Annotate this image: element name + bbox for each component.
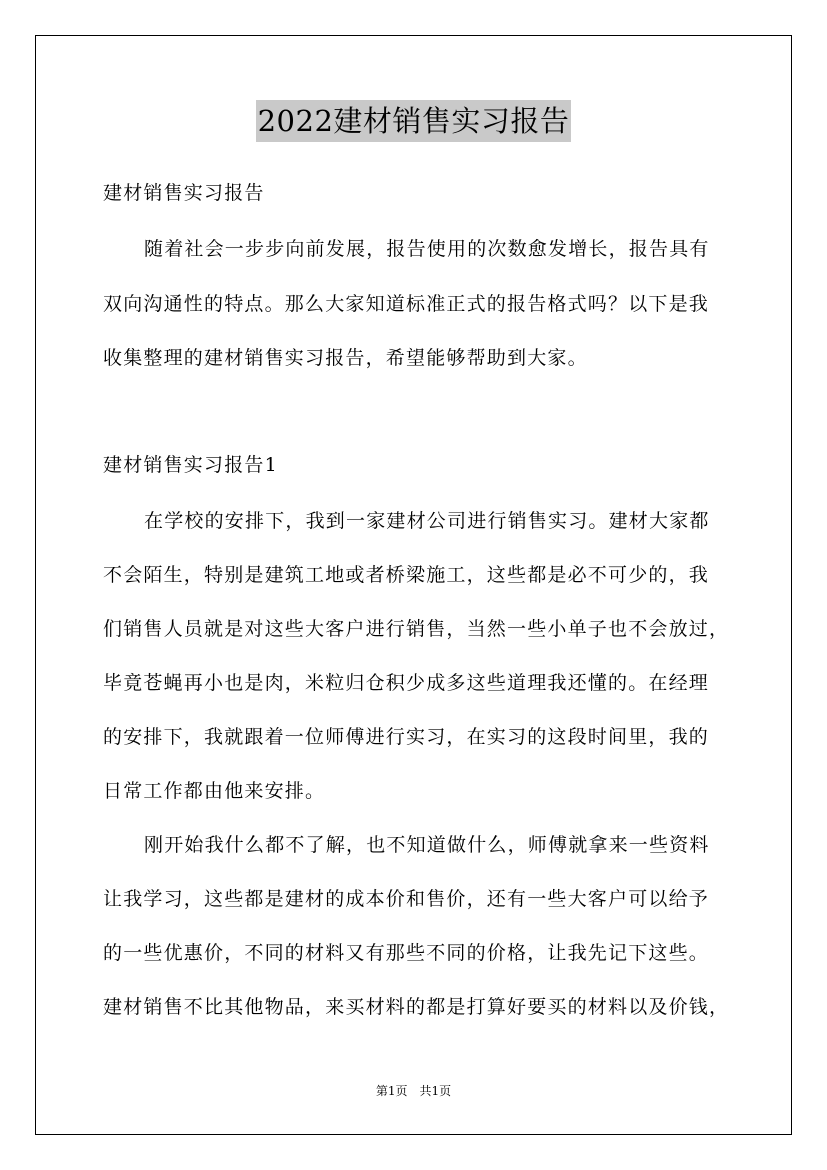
subtitle: 建材销售实习报告 xyxy=(103,182,265,204)
paragraph-line: 建材销售不比其他物品，来买材料的都是打算好要买的材料以及价钱， xyxy=(103,996,730,1018)
paragraph-line: 在学校的安排下，我到一家建材公司进行销售实习。建材大家都 xyxy=(144,510,710,532)
paragraph-line: 让我学习，这些都是建材的成本价和售价，还有一些大客户可以给予 xyxy=(103,888,710,910)
paragraph-line: 毕竟苍蝇再小也是肉，米粒归仓积少成多这些道理我还懂的。在经理 xyxy=(103,672,710,694)
paragraph-line: 的一些优惠价，不同的材料又有那些不同的价格，让我先记下这些。 xyxy=(103,942,710,964)
intro-line: 双向沟通性的特点。那么大家知道标准正式的报告格式吗？以下是我 xyxy=(103,293,710,315)
paragraph-line: 刚开始我什么都不了解，也不知道做什么，师傅就拿来一些资料 xyxy=(144,834,710,856)
paragraph-line: 不会陌生，特别是建筑工地或者桥梁施工，这些都是必不可少的，我 xyxy=(103,564,710,586)
paragraph-line: 日常工作都由他来安排。 xyxy=(103,780,326,802)
paragraph-line: 们销售人员就是对这些大客户进行销售，当然一些小单子也不会放过， xyxy=(103,618,730,640)
intro-line: 随着社会一步步向前发展，报告使用的次数愈发增长，报告具有 xyxy=(144,238,710,260)
page-footer: 第1页 共1页 xyxy=(375,1084,452,1098)
section-heading: 建材销售实习报告1 xyxy=(103,454,278,476)
document-title: 2022建材销售实习报告 xyxy=(256,100,572,142)
title-container xyxy=(0,100,827,142)
intro-line: 收集整理的建材销售实习报告，希望能够帮助到大家。 xyxy=(103,347,588,369)
paragraph-line: 的安排下，我就跟着一位师傅进行实习，在实习的这段时间里，我的 xyxy=(103,726,710,748)
